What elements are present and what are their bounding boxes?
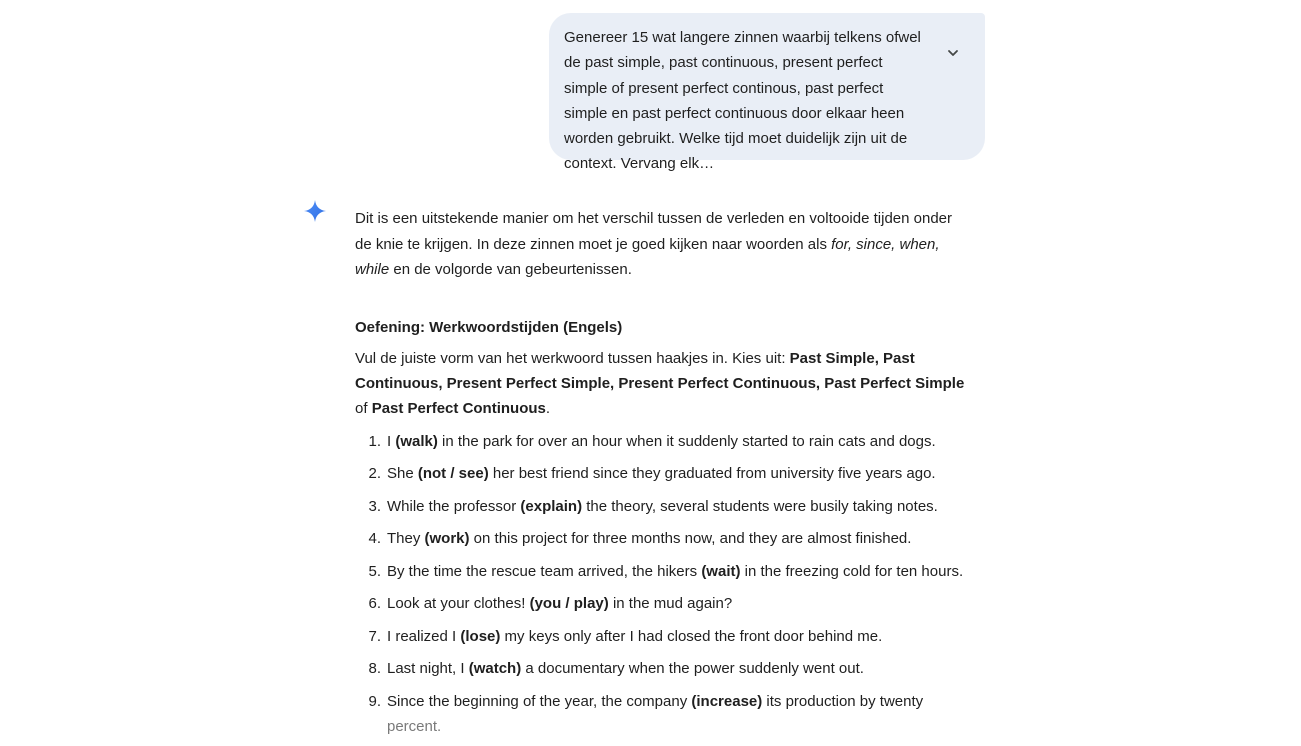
- user-prompt-bubble: [549, 13, 985, 173]
- exercise-verb: (wait): [701, 562, 741, 580]
- instructions-prefix: Vul de juiste vorm van het werkwoord tussen haakjes in. Kies uit:: [355, 349, 790, 367]
- exercise-item: [355, 559, 970, 584]
- exercise-instructions: [355, 346, 970, 421]
- exercise-verb: (walk): [395, 432, 438, 450]
- exercise-text-before: While the professor: [387, 497, 521, 515]
- exercise-text-after: my keys only after I had closed the front door behind me.: [500, 627, 883, 645]
- instructions-end: .: [545, 399, 551, 417]
- exercise-text-before: Last night, I: [387, 660, 469, 677]
- exercise-item: [355, 429, 970, 454]
- exercise-item: [355, 526, 970, 551]
- exercise-verb: (increase): [691, 692, 763, 710]
- exercise-verb: (explain): [520, 497, 583, 515]
- exercise-item: [355, 494, 970, 519]
- exercise-text-before: Look at your clothes!: [387, 595, 530, 612]
- exercise-number: 7.: [368, 627, 381, 645]
- user-prompt-text: Genereer 15 wat langere zinnen waarbij telkens ofwel de past simple, past continuous, present perfect simple of present perfect continous, past perfect simple en past perfect continuous door elkaar heen worden gebruikt. Welke tijd moet duidelijk zijn uit de context. Vervang elk…: [564, 29, 921, 173]
- response-intro: [355, 206, 970, 283]
- exercise-number: 8.: [368, 660, 381, 677]
- intro-text: Dit is een uitstekende manier om het verschil tussen de verleden en voltooide tijden onder de knie te krijgen. In deze zinnen moet je goed kijken naar woorden als: [355, 210, 953, 253]
- exercise-text-after: its production by twenty: [762, 692, 924, 710]
- instructions-of: of: [355, 399, 372, 417]
- chevron-down-icon: [946, 46, 960, 60]
- exercise-list: [355, 429, 970, 739]
- exercise-text-before: She: [387, 465, 418, 482]
- instructions-tenses: Past Simple, Past Continuous, Present Perfect Simple, Present Perfect Continuous, Past Perfect Simple: [355, 349, 965, 392]
- model-response: [355, 206, 970, 746]
- exercise-item: [355, 656, 970, 681]
- exercise-text-after: in the park for over an hour when it suddenly started to rain cats and dogs.: [437, 432, 936, 450]
- exercise-text-after: her best friend since they graduated from university five years ago.: [488, 465, 936, 482]
- exercise-number: 1.: [368, 432, 381, 450]
- exercise-number: 9.: [368, 692, 381, 710]
- exercise-verb: (not / see): [417, 465, 489, 482]
- exercise-verb: (work): [424, 530, 470, 547]
- intro-text-end: en de volgorde van gebeurtenissen.: [389, 261, 632, 278]
- exercise-number: 6.: [368, 595, 381, 612]
- exercise-text-before: I realized I: [387, 627, 461, 645]
- exercise-verb: (watch): [468, 660, 522, 677]
- instructions-last-tense: Past Perfect Continuous: [371, 399, 546, 417]
- exercise-text-after: in the freezing cold for ten hours.: [740, 562, 964, 580]
- exercise-item: [355, 591, 970, 616]
- exercise-text-continuation: percent.: [387, 717, 442, 735]
- exercise-text-before: Since the beginning of the year, the company: [387, 692, 692, 710]
- exercise-text-before: I: [387, 432, 396, 450]
- exercise-item: [355, 461, 970, 486]
- expand-prompt-button[interactable]: [941, 41, 965, 65]
- exercise-item: [355, 689, 970, 739]
- exercise-item: [355, 624, 970, 649]
- exercise-text-before: By the time the rescue team arrived, the hikers: [387, 562, 702, 580]
- exercise-text-after: the theory, several students were busily taking notes.: [582, 497, 938, 515]
- exercise-verb: (you / play): [529, 595, 609, 612]
- exercise-text-after: in the mud again?: [608, 595, 733, 612]
- exercise-number: 4.: [368, 530, 381, 547]
- exercise-number: 5.: [368, 562, 381, 580]
- exercise-number: 2.: [368, 465, 381, 482]
- intro-italic-keywords: for, since, when, while: [355, 235, 940, 278]
- exercise-heading: Oefening: Werkwoordstijden (Engels): [355, 318, 623, 336]
- gemini-sparkle-icon: [303, 199, 327, 223]
- exercise-text-before: They: [387, 530, 425, 547]
- exercise-text-after: a documentary when the power suddenly went out.: [521, 660, 864, 677]
- exercise-text-after: on this project for three months now, and they are almost finished.: [469, 530, 912, 547]
- exercise-number: 3.: [368, 497, 381, 515]
- exercise-verb: (lose): [460, 627, 501, 645]
